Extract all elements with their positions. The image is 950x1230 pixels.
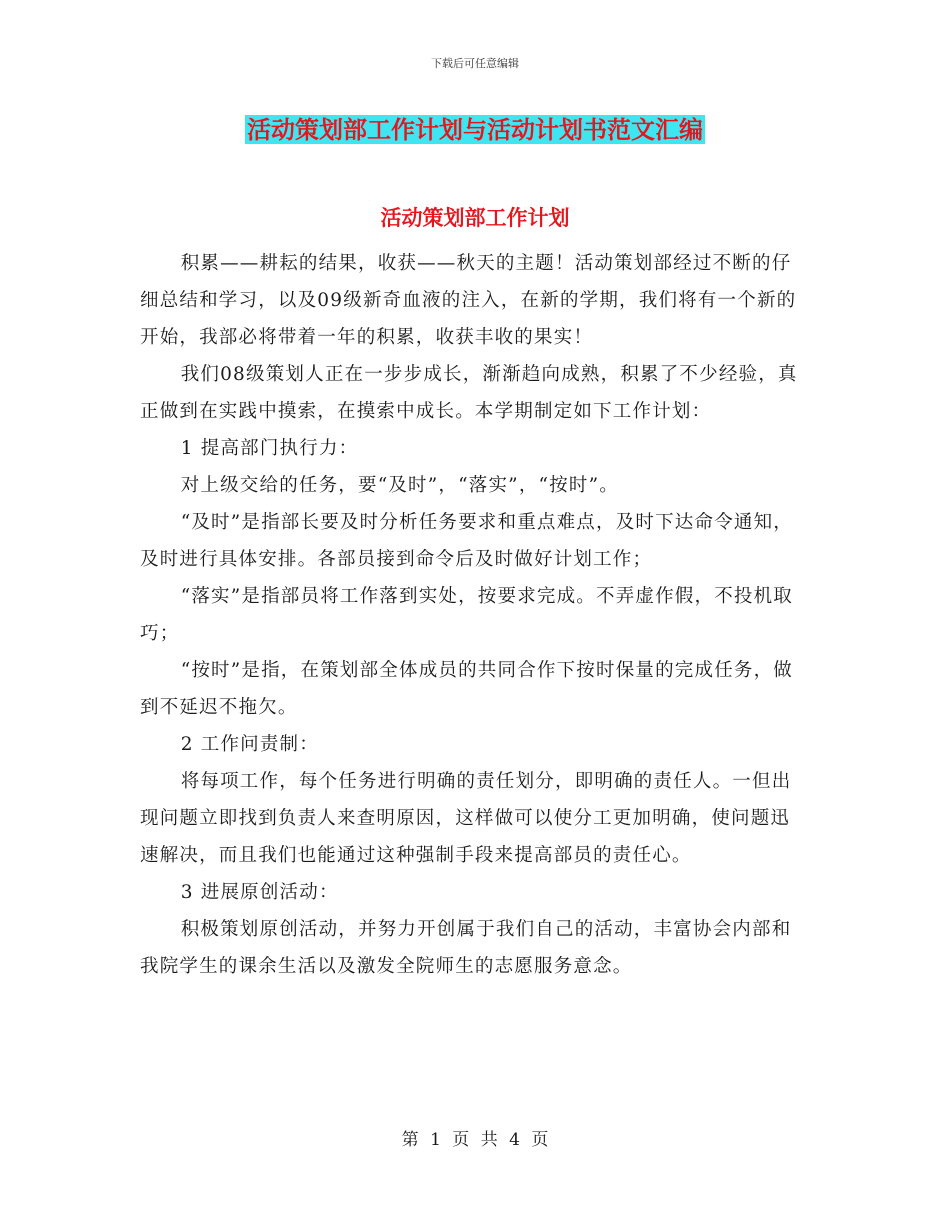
paragraph: 对上级交给的任务，要“及时”，“落实”，“按时”。 [180,475,619,496]
page-indicator: 第 1 页 共 4 页 [401,1130,549,1150]
paragraph: 2 工作问责制： [180,734,319,755]
paragraph: 1 提高部门执行力： [180,438,359,459]
document-body [140,245,805,985]
header-note: 下载后可任意编辑 [431,57,519,70]
paragraph: “及时”是指部长要及时分析任务要求和重点难点，及时下达命令通知，及时进行具体安排。各部员接到命令后及时做好计划工作； [140,512,794,570]
paragraph: “按时”是指，在策划部全体成员的共同合作下按时保量的完成任务，做到不延迟不拖欠。 [140,660,794,718]
paragraph: 积累——耕耘的结果，收获——秋天的主题！活动策划部经过不断的仔细总结和学习，以及09级新奇血液的注入，在新的学期，我们将有一个新的开始，我部必将带着一年的积累，收获丰收的果实！ [140,253,797,348]
document-title [0,112,950,148]
paragraph: 将每项工作，每个任务进行明确的责任划分，即明确的责任人。一但出现问题立即找到负责人来查明原因，这样做可以使分工更加明确，使问题迅速解决，而且我们也能通过这种强制手段来提高部员的责任心。 [140,771,792,866]
paragraph: 积极策划原创活动，并努力开创属于我们自己的活动，丰富协会内部和我院学生的课余生活以及激发全院师生的志愿服务意念。 [140,919,792,977]
section-title: 活动策划部工作计划 [380,205,570,230]
document-title-text: 活动策划部工作计划与活动计划书范文汇编 [247,115,703,144]
paragraph: 3 进展原创活动： [180,882,339,903]
paragraph: 我们08级策划人正在一步步成长，渐渐趋向成熟，积累了不少经验，真正做到在实践中摸索，在摸索中成长。本学期制定如下工作计划： [140,364,798,422]
paragraph: “落实”是指部员将工作落到实处，按要求完成。不弄虚作假，不投机取巧； [140,586,794,644]
